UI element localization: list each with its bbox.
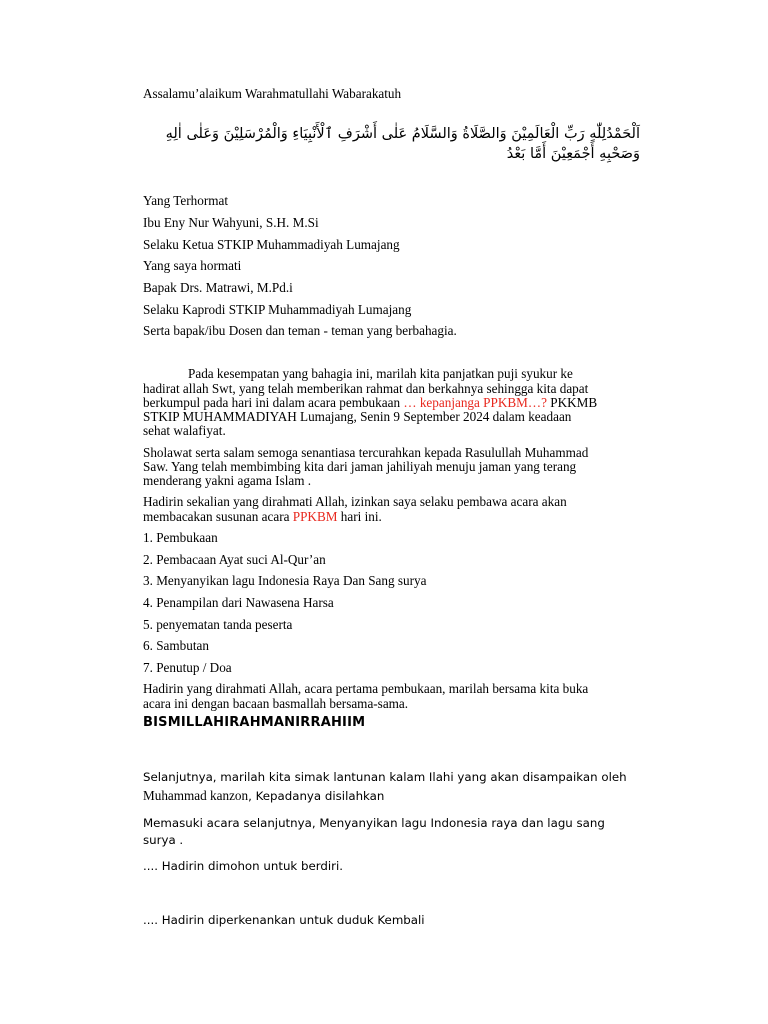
agenda-item: 5. penyematan tanda peserta [143, 617, 293, 632]
paragraph-line: hari ini. [337, 509, 382, 524]
paragraph-line: acara ini dengan bacaan basmallah bersama-sama. [143, 696, 409, 711]
salutation-line: Selaku Ketua STKIP Muhammadiyah Lumajang [143, 237, 400, 252]
stand-instruction: .... Hadirin dimohon untuk berdiri. [143, 859, 344, 873]
paragraph-line: surya . [143, 833, 184, 847]
paragraph-line: , Kepadanya disilahkan [248, 789, 385, 803]
agenda-item: 4. Penampilan dari Nawasena Harsa [143, 595, 334, 610]
agenda-item: 7. Penutup / Doa [143, 660, 232, 675]
agenda-item: 6. Sambutan [143, 638, 209, 653]
highlight-placeholder: … kepanjanga PPKBM…? [403, 395, 547, 410]
salutation-line: Ibu Eny Nur Wahyuni, S.H. M.Si [143, 215, 319, 230]
salutation-line: Yang saya hormati [143, 258, 242, 273]
salutation-line: Yang Terhormat [143, 193, 229, 208]
agenda-item: 3. Menyanyikan lagu Indonesia Raya Dan Sang surya [143, 573, 427, 588]
paragraph-line: Saw. Yang telah membimbing kita dari jaman jahiliyah menuju jaman yang terang [143, 459, 577, 474]
agenda-item: 1. Pembukaan [143, 530, 218, 545]
paragraph-line: Hadirin sekalian yang dirahmati Allah, izinkan saya selaku pembawa acara akan [143, 494, 567, 509]
paragraph-line: Hadirin yang dirahmati Allah, acara pertama pembukaan, marilah bersama kita buka [143, 681, 589, 696]
paragraph-line: menderang yakni agama Islam . [143, 473, 312, 488]
arabic-opening: اَلْحَمْدُلِلّٰهِ رَبِّ الْعَالَمِيْنَ وَالصَّلَاةُ وَالسَّلَامُ عَلٰى أَشْرَفِ ٱلْأَنْبِيَاءِ وَالْمُرْسَلِيْنَ وَعَلٰى اٰلِهِ وَصَحْبِهِ أَجْمَعِيْنَ أَمَّا بَعْدُ [165, 126, 640, 162]
basmalah-heading: BISMILLAHIRAHMANIRRAHIIM [143, 715, 366, 730]
paragraph-line: Pada kesempatan yang bahagia ini, marilah kita panjatkan puji syukur ke [188, 366, 573, 381]
greeting: Assalamu’alaikum Warahmatullahi Wabarakatuh [143, 86, 402, 101]
reciter-name: Muhammad kanzon [143, 788, 249, 803]
paragraph-line: STKIP MUHAMMADIYAH Lumajang, Senin 9 September 2024 dalam keadaan [143, 409, 572, 424]
salutation-line: Selaku Kaprodi STKIP Muhammadiyah Lumajang [143, 302, 412, 317]
paragraph-line: berkumpul pada hari ini dalam acara pembukaan [143, 395, 404, 410]
paragraph-line: PKKMB [546, 395, 598, 410]
paragraph-line: Sholawat serta salam semoga senantiasa tercurahkan kepada Rasulullah Muhammad [143, 445, 589, 460]
paragraph-line: Selanjutnya, marilah kita simak lantunan kalam Ilahi yang akan disampaikan oleh [143, 770, 627, 784]
sit-instruction: .... Hadirin diperkenankan untuk duduk Kembali [143, 913, 425, 927]
salutation-line: Bapak Drs. Matrawi, M.Pd.i [143, 280, 293, 295]
paragraph-line: Memasuki acara selanjutnya, Menyanyikan lagu Indonesia raya dan lagu sang [143, 816, 605, 830]
paragraph-line: sehat walafiyat. [143, 423, 226, 438]
paragraph-line: hadirat allah Swt, yang telah memberikan rahmat dan berkahnya sehingga kita dapat [143, 381, 589, 396]
highlight-event-name: PPKBM [292, 509, 338, 524]
agenda-item: 2. Pembacaan Ayat suci Al-Qur’an [143, 552, 326, 567]
salutation-line: Serta bapak/ibu Dosen dan teman - teman yang berbahagia. [143, 323, 457, 338]
paragraph-line: membacakan susunan acara [143, 509, 293, 524]
